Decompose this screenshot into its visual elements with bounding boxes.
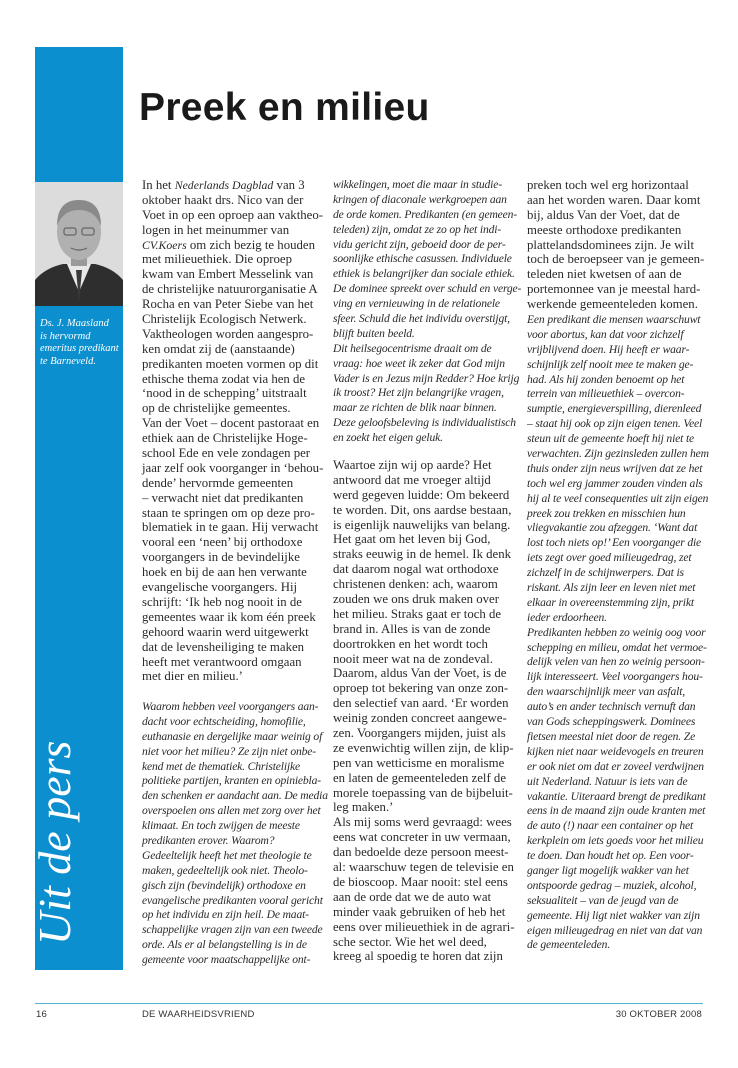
text-line: oktober haakt drs. Nico van der bbox=[142, 192, 304, 207]
portrait-image bbox=[35, 182, 123, 306]
column-3-body bbox=[527, 178, 704, 312]
text-line: niet voor het milieu? Ze zijn niet onbe- bbox=[142, 744, 316, 758]
caption-line: is hervormd bbox=[40, 330, 91, 342]
text-line: met dier en milieu.’ bbox=[142, 669, 243, 684]
text-line: Vader is en Jezus mijn Redder? Hoe krijg bbox=[333, 371, 520, 385]
text-line: de bioscoop. Maar nooit: stel eens bbox=[333, 874, 508, 889]
text-line: had. Als hij zonden benoemt op het bbox=[527, 372, 685, 386]
text-line: hij al te veel consequenties uit zijn eigen bbox=[527, 491, 709, 505]
text-line: preek zou trekken en misschien hun bbox=[527, 506, 686, 520]
text-line: gehoord waarin werd uitgewerkt bbox=[142, 624, 309, 639]
text-line: al: waarschuw tegen de televisie en bbox=[333, 860, 514, 875]
text-line: zichzelf in de schijnwerpers. Dat is bbox=[527, 566, 684, 580]
text-line: en zoekt het eigen geluk. bbox=[333, 431, 443, 445]
text-line: en laten de gemeenteleden zelf de bbox=[333, 770, 507, 785]
text-line: eens in de maand zijn oude kranten met bbox=[527, 804, 706, 818]
text-line: evangelische predikanten vooral gericht bbox=[142, 893, 323, 907]
text-line: – staat hij ook op zijn eigen tenen. Veel bbox=[527, 417, 703, 431]
text-line: oproep tot bekering van onze zon- bbox=[333, 681, 509, 696]
publication-title: CV.Koers bbox=[142, 237, 187, 252]
text-line: Waarom hebben veel voorgangers aan- bbox=[142, 700, 319, 713]
text-line: plattelandsdominees zijn. Je wilt bbox=[527, 237, 695, 252]
text-line: auto’s en ander technisch vernuft dan bbox=[527, 700, 696, 714]
text-line: thuis onder zijn neus wrijven dat ze het bbox=[527, 461, 703, 475]
text-line: den waarschijnlijk meer van asfalt, bbox=[527, 685, 686, 699]
text-line: In het Nederlands Dagblad van 3 bbox=[142, 178, 305, 192]
text-line: seksualiteit – van de jeugd van de bbox=[527, 893, 679, 907]
text-line: schepping en milieu, omdat het vermoe- bbox=[527, 640, 707, 654]
text-line: christenen denken: ach, waarom bbox=[333, 577, 498, 592]
text-line: hoek en bij de aan hen verwante bbox=[142, 565, 307, 580]
text-line: aan het worden waren. Daar komt bbox=[527, 192, 701, 207]
text-line: wikkelingen, moet die maar in studie- bbox=[333, 178, 502, 191]
text-line: werkende gemeenteleden komen. bbox=[527, 297, 698, 312]
text-line: dacht voor echtscheiding, homofilie, bbox=[142, 714, 306, 728]
text-line: sumptie, energieverspilling, dierenleed bbox=[527, 402, 702, 416]
text-line: ieder erdoorheen. bbox=[527, 610, 607, 624]
text-line: dende’ hervormde gemeenten bbox=[142, 475, 294, 490]
text-line: weinig zonden concreet aangewe- bbox=[333, 711, 507, 726]
text-line: schappelijke vragen zijn van een tweede bbox=[142, 923, 323, 937]
column-1-body bbox=[142, 178, 323, 684]
text-line: bij, aldus Van der Voet, dat de bbox=[527, 207, 680, 222]
text-line: school Ede en vele zondagen per bbox=[142, 446, 311, 461]
text-line: het milieu. Straks gaat er toch de bbox=[333, 606, 502, 621]
text-line: – verwacht niet dat predikanten bbox=[142, 490, 304, 505]
text-line: verwachten. Zijn gezinsleden zullen hem bbox=[527, 447, 709, 461]
text-line: Dit heilsegocentrisme draait om de bbox=[333, 341, 492, 355]
text-line: teleden niet kwetsen of aan de bbox=[527, 267, 682, 282]
text-line: de gemeenteleden. bbox=[527, 938, 611, 952]
text-line: kwam van Embert Messelink van bbox=[142, 267, 314, 282]
text-line: Van der Voet – docent pastoraat en bbox=[142, 416, 320, 431]
text-line: op de christelijke gemeentes. bbox=[142, 401, 291, 416]
column-2-commentary bbox=[333, 178, 521, 446]
text-line: kend met de thematiek. Christelijke bbox=[142, 759, 300, 773]
text-line: Daarom, aldus Van der Voet, is de bbox=[333, 666, 507, 681]
text-line: eens wat concreter in uw vermaan, bbox=[333, 830, 511, 845]
text-line: Een predikant die mensen waarschuwt bbox=[527, 313, 701, 326]
text-line: delijk velen van hen zo weinig persoon- bbox=[527, 655, 705, 669]
text-line: heeft met verantwoord omgaan bbox=[142, 654, 302, 669]
text-line: gemeentes waar ik kom één preek bbox=[142, 609, 316, 624]
text-line: ontspoorde gedrag – muziek, alcohol, bbox=[527, 878, 697, 892]
text-line: dat daarom nogal wat orthodoxe bbox=[333, 562, 499, 577]
text-line: dan bedoelde deze persoon meest- bbox=[333, 845, 509, 860]
text-line: eigen milieugedrag en niet van dat van bbox=[527, 923, 703, 937]
column-3-commentary bbox=[527, 313, 709, 953]
text-line: maar ze richten de blik naar binnen. bbox=[333, 401, 497, 415]
text-line: te doen. Dan houdt het op. Een voor- bbox=[527, 849, 694, 863]
text-line: iets zegt over goed milieugedrag, zet bbox=[527, 551, 692, 565]
text-line: CV.Koers om zich bezig te houden bbox=[142, 237, 315, 252]
text-line: kerkplein om iets goeds voor het milieu bbox=[527, 834, 704, 848]
article-title: Preek en milieu bbox=[139, 86, 430, 129]
text-line: Rocha en van Peter Siebe van het bbox=[142, 297, 314, 312]
text-line: preken toch wel erg horizontaal bbox=[527, 178, 689, 192]
text-line: politieke partijen, kranten en opiniebla- bbox=[142, 774, 321, 788]
text-line: klimaat. En toch zwijgen de meeste bbox=[142, 819, 300, 833]
publication-name: DE WAARHEIDSVRIEND bbox=[142, 1009, 255, 1020]
text-line: sfeer. Schuld die het individu overstijgt, bbox=[333, 312, 510, 326]
text-line: blematiek in te gaan. Hij verwacht bbox=[142, 520, 319, 535]
text-line: blijft buiten beeld. bbox=[333, 326, 415, 340]
text-line: meeste orthodoxe predikanten bbox=[527, 222, 682, 237]
text-line: vraag: hoe weet ik zeker dat God mijn bbox=[333, 356, 505, 370]
text-line: minder vaak gebruiken of heb het bbox=[333, 904, 506, 919]
text-line: Vaktheologen worden aangespro- bbox=[142, 326, 314, 341]
text-line: fietsen meestal niet door de regen. Ze bbox=[527, 729, 696, 743]
text-line: nooit meer wat na de zondeval. bbox=[333, 651, 493, 666]
text-line: ze evenwichtig willen zijn, de klip- bbox=[333, 740, 514, 755]
text-line: gemeente. Hij ligt niet wakker van zijn bbox=[527, 908, 700, 922]
text-line: De dominee spreekt over schuld en verge- bbox=[333, 282, 522, 296]
text-line: steun uit de gemeente hoeft hij niet te bbox=[527, 432, 695, 446]
text-line: doortrokken en het wordt toch bbox=[333, 636, 488, 651]
text-line: eens over milieuethiek in de agrari- bbox=[333, 919, 515, 934]
text-line: morele toepassing van de bijbeluit- bbox=[333, 785, 513, 800]
text-line: portemonnee van je meestal hard- bbox=[527, 282, 701, 297]
text-line: sche sector. Wie het wel deed, bbox=[333, 934, 487, 949]
text-line: ken omdat zij de (aanstaande) bbox=[142, 341, 295, 356]
text-line: vakantie. Uiteraard brengt de predikant bbox=[527, 789, 706, 803]
text-line: evangelische voorgangers. Hij bbox=[142, 580, 298, 595]
text-line: toch de beroepseer van je gemeen- bbox=[527, 252, 705, 267]
text-line: leg maken.’ bbox=[333, 800, 394, 815]
text-line: teleden) zijn, omdat ze zo op het indi- bbox=[333, 222, 502, 236]
text-line: de orde komen. Predikanten (en gemeen- bbox=[333, 207, 518, 221]
text-line: straks eeuwig in de hemel. Ik denk bbox=[333, 547, 512, 562]
text-line: uit Nederland. Natuur is iets van de bbox=[527, 774, 688, 788]
text-line: kijken niet naar weidevogels en treuren bbox=[527, 744, 704, 758]
text-line: werd gegeven luidde: Om bekeerd bbox=[333, 487, 510, 502]
text-line: is eigenlijk nauwelijks van belang. bbox=[333, 517, 511, 532]
caption-line: emeritus predikant bbox=[40, 343, 119, 354]
text-line: voor abortus, kan dat voor zichzelf bbox=[527, 327, 684, 341]
text-line: logen in het meinummer van bbox=[142, 222, 290, 237]
text-line: elkaar in overeenstemming zijn, prikt bbox=[527, 595, 694, 609]
text-line: zouden we ons druk maken over bbox=[333, 592, 499, 607]
text-line: predikanten moeten vormen op dit bbox=[142, 356, 319, 371]
text-line: toch wel erg jammer zouden vinden als bbox=[527, 476, 703, 490]
text-line: terrein van milieuethiek – overcon- bbox=[527, 387, 685, 401]
text-line: Christelijk Ecologisch Netwerk. bbox=[142, 312, 307, 327]
text-line: vidu gericht zijn, geboeid door de per- bbox=[333, 237, 506, 251]
text-line: Als mij soms werd gevraagd: wees bbox=[333, 815, 512, 830]
text-line: met milieuethiek. Die oproep bbox=[142, 252, 292, 267]
text-line: soonlijke ethische casussen. Individuele bbox=[333, 252, 512, 266]
text-line: jaar zelf ook voorganger in ‘behou- bbox=[142, 460, 324, 475]
text-line: vliegvakantie zou afzeggen. ‘Want dat bbox=[527, 521, 698, 535]
section-label: Uit de pers bbox=[29, 740, 80, 945]
column-2-body bbox=[333, 458, 515, 964]
text-line: van Gods scheppingswerk. Dominees bbox=[527, 715, 696, 729]
text-line: kringen of diaconale werkgroepen aan bbox=[333, 192, 507, 206]
text-line: Het gaat om het leven bij God, bbox=[333, 532, 491, 547]
text-line: Deze geloofsbeleving is individualistisch bbox=[333, 416, 516, 430]
text-line: aan de orde dat we de auto wat bbox=[333, 889, 492, 904]
text-line: euthanasie en dergelijke maar weinig of bbox=[142, 729, 323, 743]
text-line: staan te springen om op deze pro- bbox=[142, 505, 315, 520]
text-line: ganger ligt mogelijk wakker van het bbox=[527, 863, 689, 877]
text-line: Voet in op een oproep aan vaktheo- bbox=[142, 207, 323, 222]
text-line: kreeg al spoedig te horen dat zijn bbox=[333, 949, 503, 964]
author-photo bbox=[35, 182, 123, 306]
text-line: ethische thema zodat via hen de bbox=[142, 371, 306, 386]
text-line: er ook niet om dat er zoveel verdwijnen bbox=[527, 759, 704, 773]
text-line: voorgangers in de bevindelijke bbox=[142, 550, 300, 565]
text-line: predikanten erover. Waarom? bbox=[142, 834, 275, 848]
text-line: de auto (!) naar een container op het bbox=[527, 819, 694, 833]
text-line: riskant. Als zijn leer en leven niet met bbox=[527, 581, 696, 595]
text-line: pen van wetticisme en moralisme bbox=[333, 755, 505, 770]
text-line: ethiek is belangrijker dan sociale ethiek. bbox=[333, 267, 515, 281]
column-1-commentary bbox=[142, 700, 328, 968]
text-line: lijk interesseert. Veel voorgangers hou- bbox=[527, 670, 703, 684]
text-line: orde. Als er al belangstelling is in de bbox=[142, 938, 307, 952]
text-line: gisch zijn (bevindelijk) orthodoxe en bbox=[142, 878, 306, 892]
text-line: schrijft: ‘Ik heb nog nooit in de bbox=[142, 594, 302, 609]
text-line: zen. Voorgangers mijden, juist als bbox=[333, 726, 506, 741]
text-line: ‘nood in de schepping’ uitstraalt bbox=[142, 386, 307, 401]
text-line: brand in. Alles is van de zonde bbox=[333, 621, 491, 636]
text-line: Gedeeltelijk heeft het met theologie te bbox=[142, 848, 312, 862]
text-line: Predikanten hebben zo weinig oog voor bbox=[527, 625, 706, 639]
text-line: de christelijke natuurorganisatie A bbox=[142, 282, 318, 297]
caption-line: te Barneveld. bbox=[40, 355, 96, 367]
issue-date: 30 OKTOBER 2008 bbox=[615, 1009, 702, 1020]
caption-line: Ds. J. Maasland bbox=[40, 318, 109, 329]
page-number: 16 bbox=[36, 1009, 47, 1020]
text-line: den schenken er aandacht aan. De media bbox=[142, 789, 328, 803]
text-line: antwoord dat me vroeger altijd bbox=[333, 472, 491, 487]
text-line: te worden. Dit, ons aardse bestaan, bbox=[333, 502, 512, 517]
text-line: ik troost? Het zijn belangrijke vragen, bbox=[333, 386, 504, 400]
text-line: lost toch niets op!’ Een voorganger die bbox=[527, 536, 702, 550]
text-line: den selectief van aard. ‘Er worden bbox=[333, 696, 509, 711]
text-line: vrijblijvend doen. Hij heeft er waar- bbox=[527, 342, 690, 356]
author-caption bbox=[40, 318, 122, 368]
text-line: ving en vernieuwing in de relationele bbox=[333, 297, 500, 311]
text-line: gemeente voor maatschappelijke ont- bbox=[142, 953, 311, 967]
text-line: overspoelen ons allen met zorg over het bbox=[142, 804, 321, 818]
text-line: ethiek aan de Christelijke Hoge- bbox=[142, 431, 308, 446]
footer-divider bbox=[35, 1003, 703, 1004]
text-line: maken, gedeeltelijk ook niet. Theolo- bbox=[142, 863, 308, 877]
text-line: op het individu en zijn heil. De maat- bbox=[142, 908, 309, 922]
publication-title: Nederlands Dagblad bbox=[174, 178, 274, 192]
text-line: Waartoe zijn wij op aarde? Het bbox=[333, 458, 492, 472]
text-line: dat de levensheiliging te maken bbox=[142, 639, 305, 654]
text-line: schijnlijk zelf nooit mee te maken ge- bbox=[527, 357, 694, 371]
text-line: vooral een ‘neen’ bij orthodoxe bbox=[142, 535, 303, 550]
